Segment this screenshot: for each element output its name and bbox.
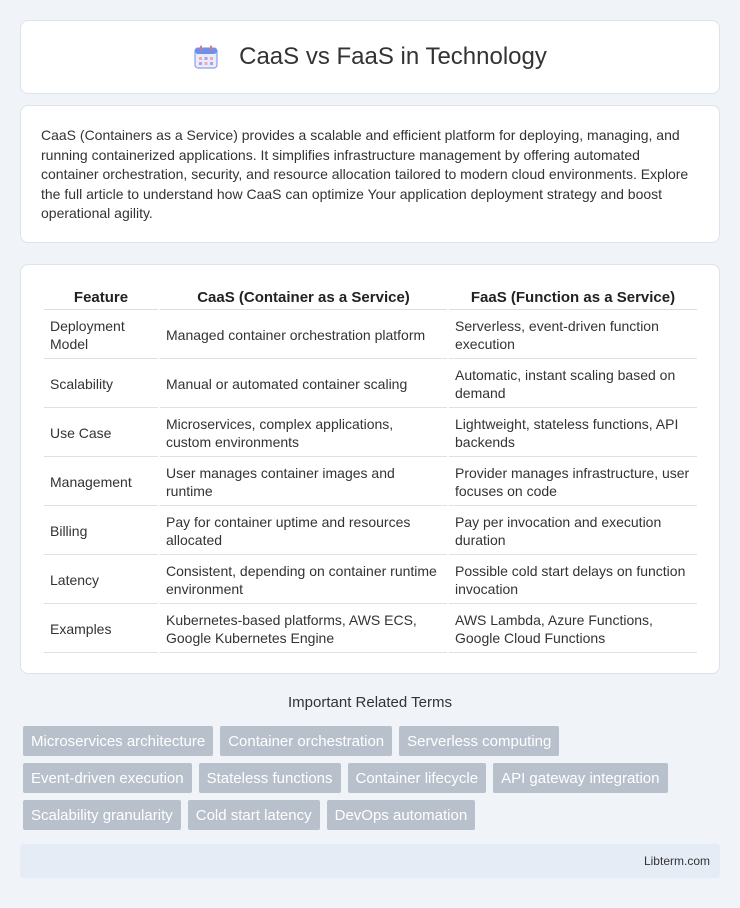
related-term-tag[interactable]: Container orchestration — [220, 726, 392, 756]
table-cell-faas: Automatic, instant scaling based on demand — [449, 361, 697, 408]
table-cell-feature: Scalability — [44, 361, 158, 408]
table-row — [44, 410, 697, 457]
table-cell-faas: Provider manages infrastructure, user focuses on code — [449, 459, 697, 506]
table-cell-feature: Management — [44, 459, 158, 506]
related-term-tag[interactable]: Scalability granularity — [23, 800, 181, 830]
table-cell-caas: Kubernetes-based platforms, AWS ECS, Google Kubernetes Engine — [160, 606, 447, 653]
table-row — [44, 557, 697, 604]
table-cell-feature: Billing — [44, 508, 158, 555]
comparison-table-card — [20, 264, 720, 674]
related-term-tag[interactable]: API gateway integration — [493, 763, 667, 793]
table-row — [44, 312, 697, 359]
page-title: CaaS vs FaaS in Technology — [239, 43, 547, 70]
table-cell-caas: Microservices, complex applications, custom environments — [160, 410, 447, 457]
table-cell-faas: Pay per invocation and execution duration — [449, 508, 697, 555]
footer-site-link[interactable]: Libterm.com — [643, 854, 710, 868]
title-card — [20, 20, 720, 94]
table-cell-faas: Lightweight, stateless functions, API backends — [449, 410, 697, 457]
table-cell-caas: Consistent, depending on container runtime environment — [160, 557, 447, 604]
table-cell-caas: User manages container images and runtime — [160, 459, 447, 506]
related-term-tag[interactable]: DevOps automation — [327, 800, 476, 830]
column-header-feature: Feature — [44, 287, 158, 310]
table-cell-caas: Manual or automated container scaling — [160, 361, 447, 408]
table-row — [44, 606, 697, 653]
column-header-faas: FaaS (Function as a Service) — [449, 287, 697, 310]
table-cell-feature: Latency — [44, 557, 158, 604]
related-term-tag[interactable]: Serverless computing — [399, 726, 559, 756]
table-cell-faas: AWS Lambda, Azure Functions, Google Cloud Functions — [449, 606, 697, 653]
table-cell-feature: Use Case — [44, 410, 158, 457]
related-terms-tags — [23, 726, 723, 830]
table-cell-faas: Possible cold start delays on function invocation — [449, 557, 697, 604]
table-row — [44, 459, 697, 506]
related-term-tag[interactable]: Microservices architecture — [23, 726, 213, 756]
table-cell-caas: Pay for container uptime and resources allocated — [160, 508, 447, 555]
table-cell-feature: Deployment Model — [44, 312, 158, 359]
footer — [20, 844, 720, 878]
related-term-tag[interactable]: Stateless functions — [199, 763, 341, 793]
intro-card — [20, 105, 720, 243]
related-term-tag[interactable]: Event-driven execution — [23, 763, 192, 793]
table-cell-caas: Managed container orchestration platform — [160, 312, 447, 359]
table-cell-feature: Examples — [44, 606, 158, 653]
column-header-caas: CaaS (Container as a Service) — [160, 287, 447, 310]
table-header-row — [44, 287, 697, 310]
table-cell-faas: Serverless, event-driven function execution — [449, 312, 697, 359]
comparison-table — [42, 285, 699, 655]
related-terms-title: Important Related Terms — [288, 694, 452, 711]
calendar-icon — [193, 44, 219, 70]
table-row — [44, 361, 697, 408]
table-row — [44, 508, 697, 555]
related-term-tag[interactable]: Container lifecycle — [348, 763, 487, 793]
intro-text: CaaS (Containers as a Service) provides a scalable and efficient platform for deploying, managing, and running containerized applications. It simplifies infrastructure management by offering automated container orchestration, security, and resource allocation tailored to modern cloud environments. Explore the full article to understand how CaaS can optimize Your application deployment strategy and boost operational agility. — [41, 127, 689, 221]
related-term-tag[interactable]: Cold start latency — [188, 800, 320, 830]
